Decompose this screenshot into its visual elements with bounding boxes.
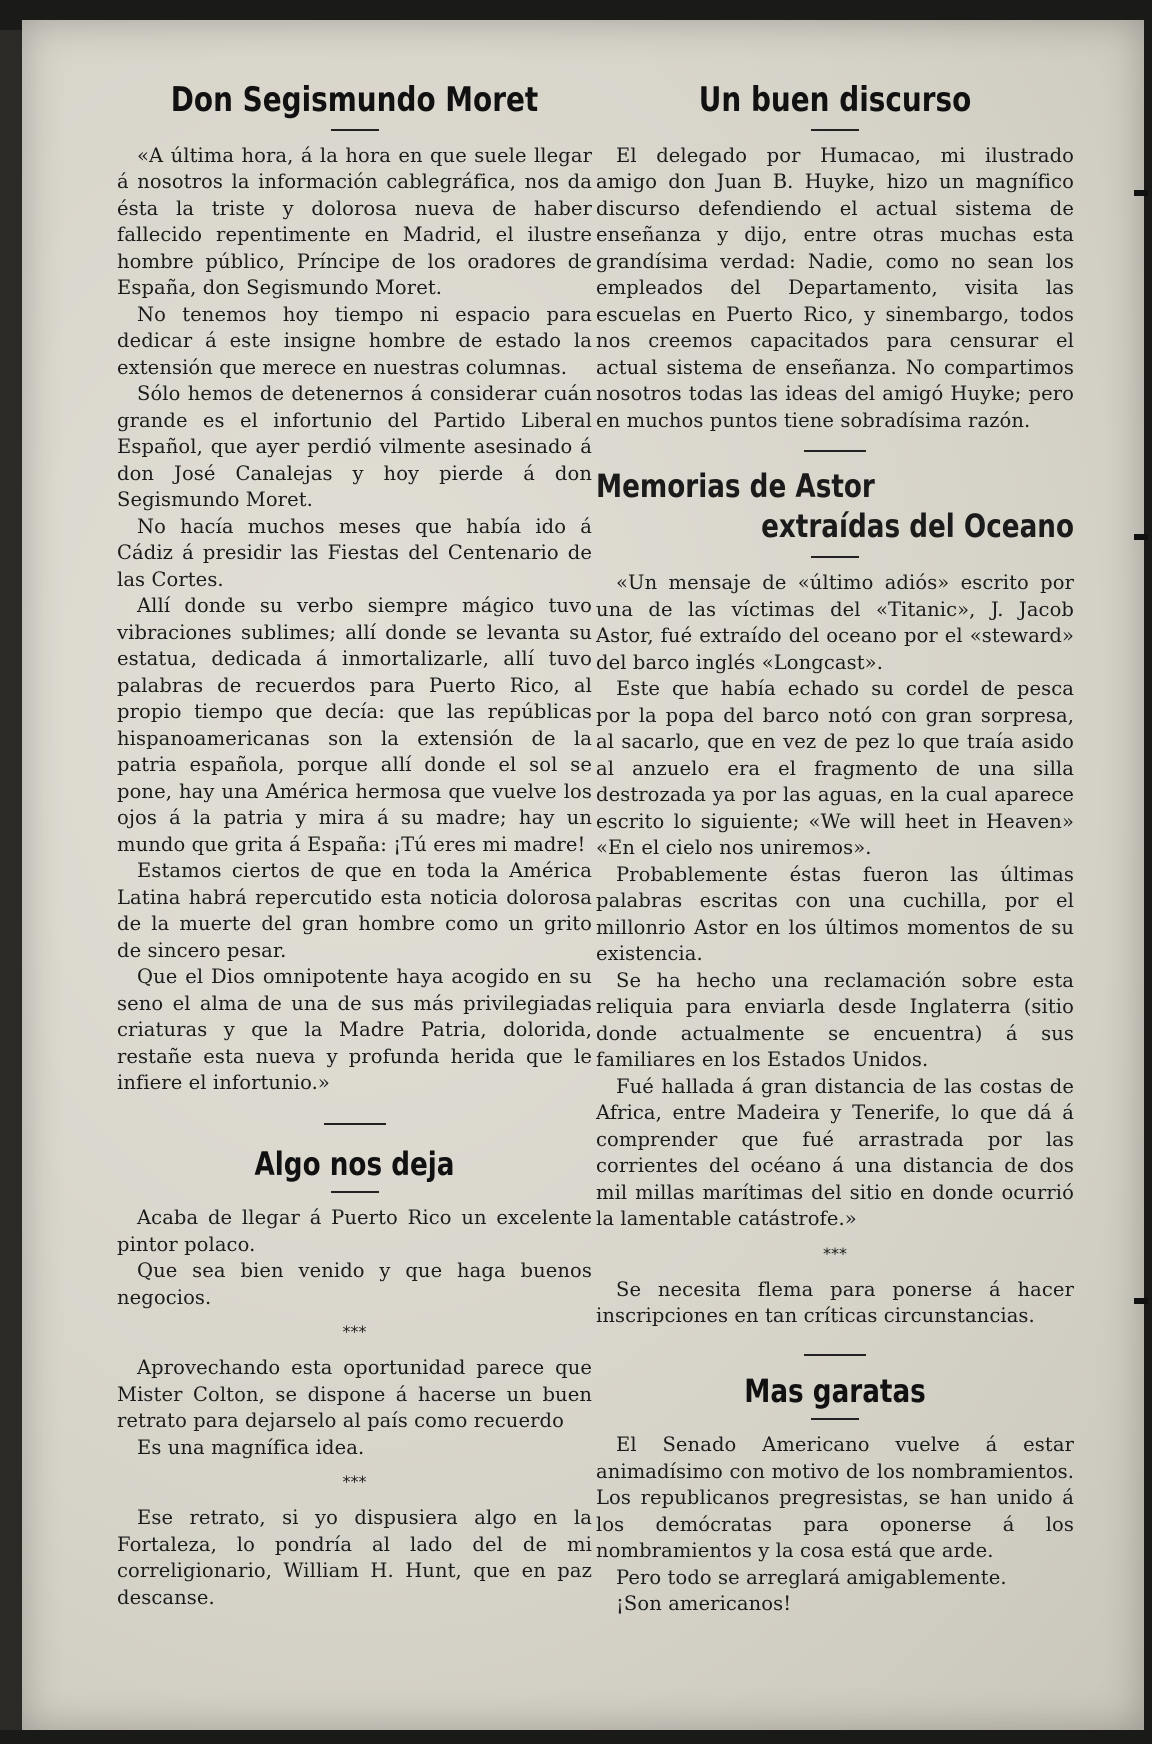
article-title: Un buen discurso [698, 80, 972, 120]
paragraph: Estamos ciertos de que en toda la América Latina habrá repercutido esta noticia dolorosa de la muerte del gran hombre como un grito de sincero pesar. [117, 859, 592, 962]
paragraph: «A última hora, á la hora en que suele llegar á nosotros la información cablegráfica, nos da ésta la triste y dolorosa nueva de haber fallecido repentimente en Madrid, el ilustre hombre público, Príncipe de los oradores de España, don Segismundo Moret. [117, 143, 592, 300]
paragraph: Acaba de llegar á Puerto Rico un excelente pintor polaco. [117, 1206, 592, 1256]
article-mas-garatas [596, 1372, 1074, 1618]
paragraph: Ese retrato, si yo dispusiera algo en la Fortaleza, lo pondría al lado del de mi correligionario, William H. Hunt, que en paz descanse. [117, 1506, 592, 1609]
article-title: Algo nos deja [254, 1144, 455, 1183]
asterism-separator: *** [342, 1472, 367, 1492]
section-divider [804, 1354, 866, 1356]
paragraph: Que sea bien venido y que haga buenos negocios. [117, 1259, 592, 1309]
asterism-separator: *** [342, 1322, 367, 1342]
paragraph: El delegado por Humacao, mi ilustrado amigo don Juan B. Huyke, hizo un magnífico discurso defendiendo el actual sistema de enseñanza y dijo, entre otras muchas esta grandísima verdad: Nadie, como no sean los empleados del Departamento, visita las escuelas en Puerto Rico, y sinembargo, todos nos creemos capacitados para censurar el actual sistema de enseñanza. No compartimos nosotros todas las ideas del amigó Huyke; pero en muchos puntos tiene sobradísima razón. [596, 143, 1074, 432]
paragraph: ¡Son americanos! [616, 1592, 792, 1616]
article-title-line-1: Memorias de Astor [596, 467, 875, 506]
article-title: Mas garatas [744, 1371, 926, 1410]
paragraph: Se ha hecho una reclamación sobre esta reliquia para enviarla desde Inglaterra (sitio donde actualmente se encuentra) á sus familiares en los Estados Unidos. [596, 968, 1074, 1072]
newspaper-page [22, 20, 1144, 1730]
paragraph: Este que había echado su cordel de pesca por la popa del barco notó con gran sorpresa, al sacarlo, que en vez de pez lo que traía asido al anzuelo era el fragmento de una silla destrozada ya por las aguas, en la cual aparece escrito lo siguiente; «We will heet in Heaven» «En el cielo nos uniremos». [596, 677, 1074, 860]
paragraph: Es una magnífica idea. [137, 1435, 365, 1459]
title-rule [331, 129, 379, 131]
asterism-separator: *** [823, 1243, 847, 1263]
paragraph: No tenemos hoy tiempo ni espacio para dedicar á este insigne hombre de estado la extensión que merece en nuestras columnas. [117, 302, 592, 379]
title-rule [811, 556, 859, 558]
paragraph: Probablemente éstas fueron las últimas palabras escritas con una cuchilla, por el millonrio Astor en los últimos momentos de su existencia. [596, 862, 1074, 966]
article-algo-nos-deja [117, 1145, 592, 1611]
scan-margin-mark [1134, 534, 1148, 540]
scan-margin-mark [1134, 190, 1148, 196]
title-rule [331, 1191, 379, 1193]
article-buen-discurso [596, 80, 1074, 434]
paragraph: «Un mensaje de «último adiós» escrito por una de las víctimas del «Titanic», J. Jacob Astor, fué extraído del oceano por el «steward» del barco inglés «Longcast». [596, 571, 1074, 674]
paragraph: Fué hallada á gran distancia de las costas de Africa, entre Madeira y Tenerife, lo que dá á comprender que fué arrastrada por las corrientes del océano á una distancia de dos mil millas marítimas del sitio en donde ocurrió la lamentable catástrofe.» [596, 1074, 1074, 1231]
paragraph: Sólo hemos de detenernos á considerar cuán grande es el infortunio del Partido Liberal Español, que ayer perdió vilmente asesinado á don José Canalejas y hoy pierde á don Segismundo Moret. [117, 382, 592, 512]
paragraph: Pero todo se arreglará amigablemente. [616, 1565, 1007, 1589]
paragraph: No hacía muchos meses que había ido á Cádiz á presidir las Fiestas del Centenario de las Cortes. [117, 514, 592, 591]
section-divider [804, 450, 866, 452]
scan-edge-strip [0, 30, 22, 1730]
paragraph: Se necesita flema para ponerse á hacer inscripciones en tan críticas circunstancias. [596, 1277, 1074, 1328]
title-rule [811, 1418, 859, 1420]
title-rule [811, 129, 859, 131]
left-column [117, 80, 592, 1611]
paragraph: Allí donde su verbo siempre mágico tuvo vibraciones sublimes; allí donde se levanta su estatua, dedicada á inmortalizarle, allí tuvo palabras de recuerdos para Puerto Rico, al propio tiempo que decía: que las repúblicas hispanoamericanas son la extensión de la patria española, porque allí donde el sol se pone, hay una América hermosa que vuelve los ojos á la patria y mira á su madre; hay un mundo que grita á España: ¡Tú eres mi madre! [117, 594, 592, 856]
scan-margin-mark [1134, 1298, 1148, 1304]
paragraph: Que el Dios omnipotente haya acogido en su seno el alma de una de sus más privilegiadas criaturas y que la Madre Patria, dolorida, restañe esta nueva y profunda herida que le infiere el infortunio.» [117, 965, 592, 1095]
article-title-line-2: extraídas del Oceano [761, 507, 1074, 546]
article-title: Don Segismundo Moret [170, 80, 539, 120]
right-column [596, 80, 1074, 1618]
section-divider [324, 1123, 386, 1125]
paragraph: El Senado Americano vuelve á estar animadísimo con motivo de los nombramientos. Los republicanos pregresistas, se han unido á los demócratas para oponerse á los nombramientos y la cosa está que arde. [596, 1433, 1074, 1563]
article-moret [117, 80, 592, 1097]
paragraph: Aprovechando esta oportunidad parece que Mister Colton, se dispone á hacerse un buen retrato para dejarselo al país como recuerdo [117, 1356, 592, 1433]
article-memorias-astor [596, 466, 1074, 1330]
